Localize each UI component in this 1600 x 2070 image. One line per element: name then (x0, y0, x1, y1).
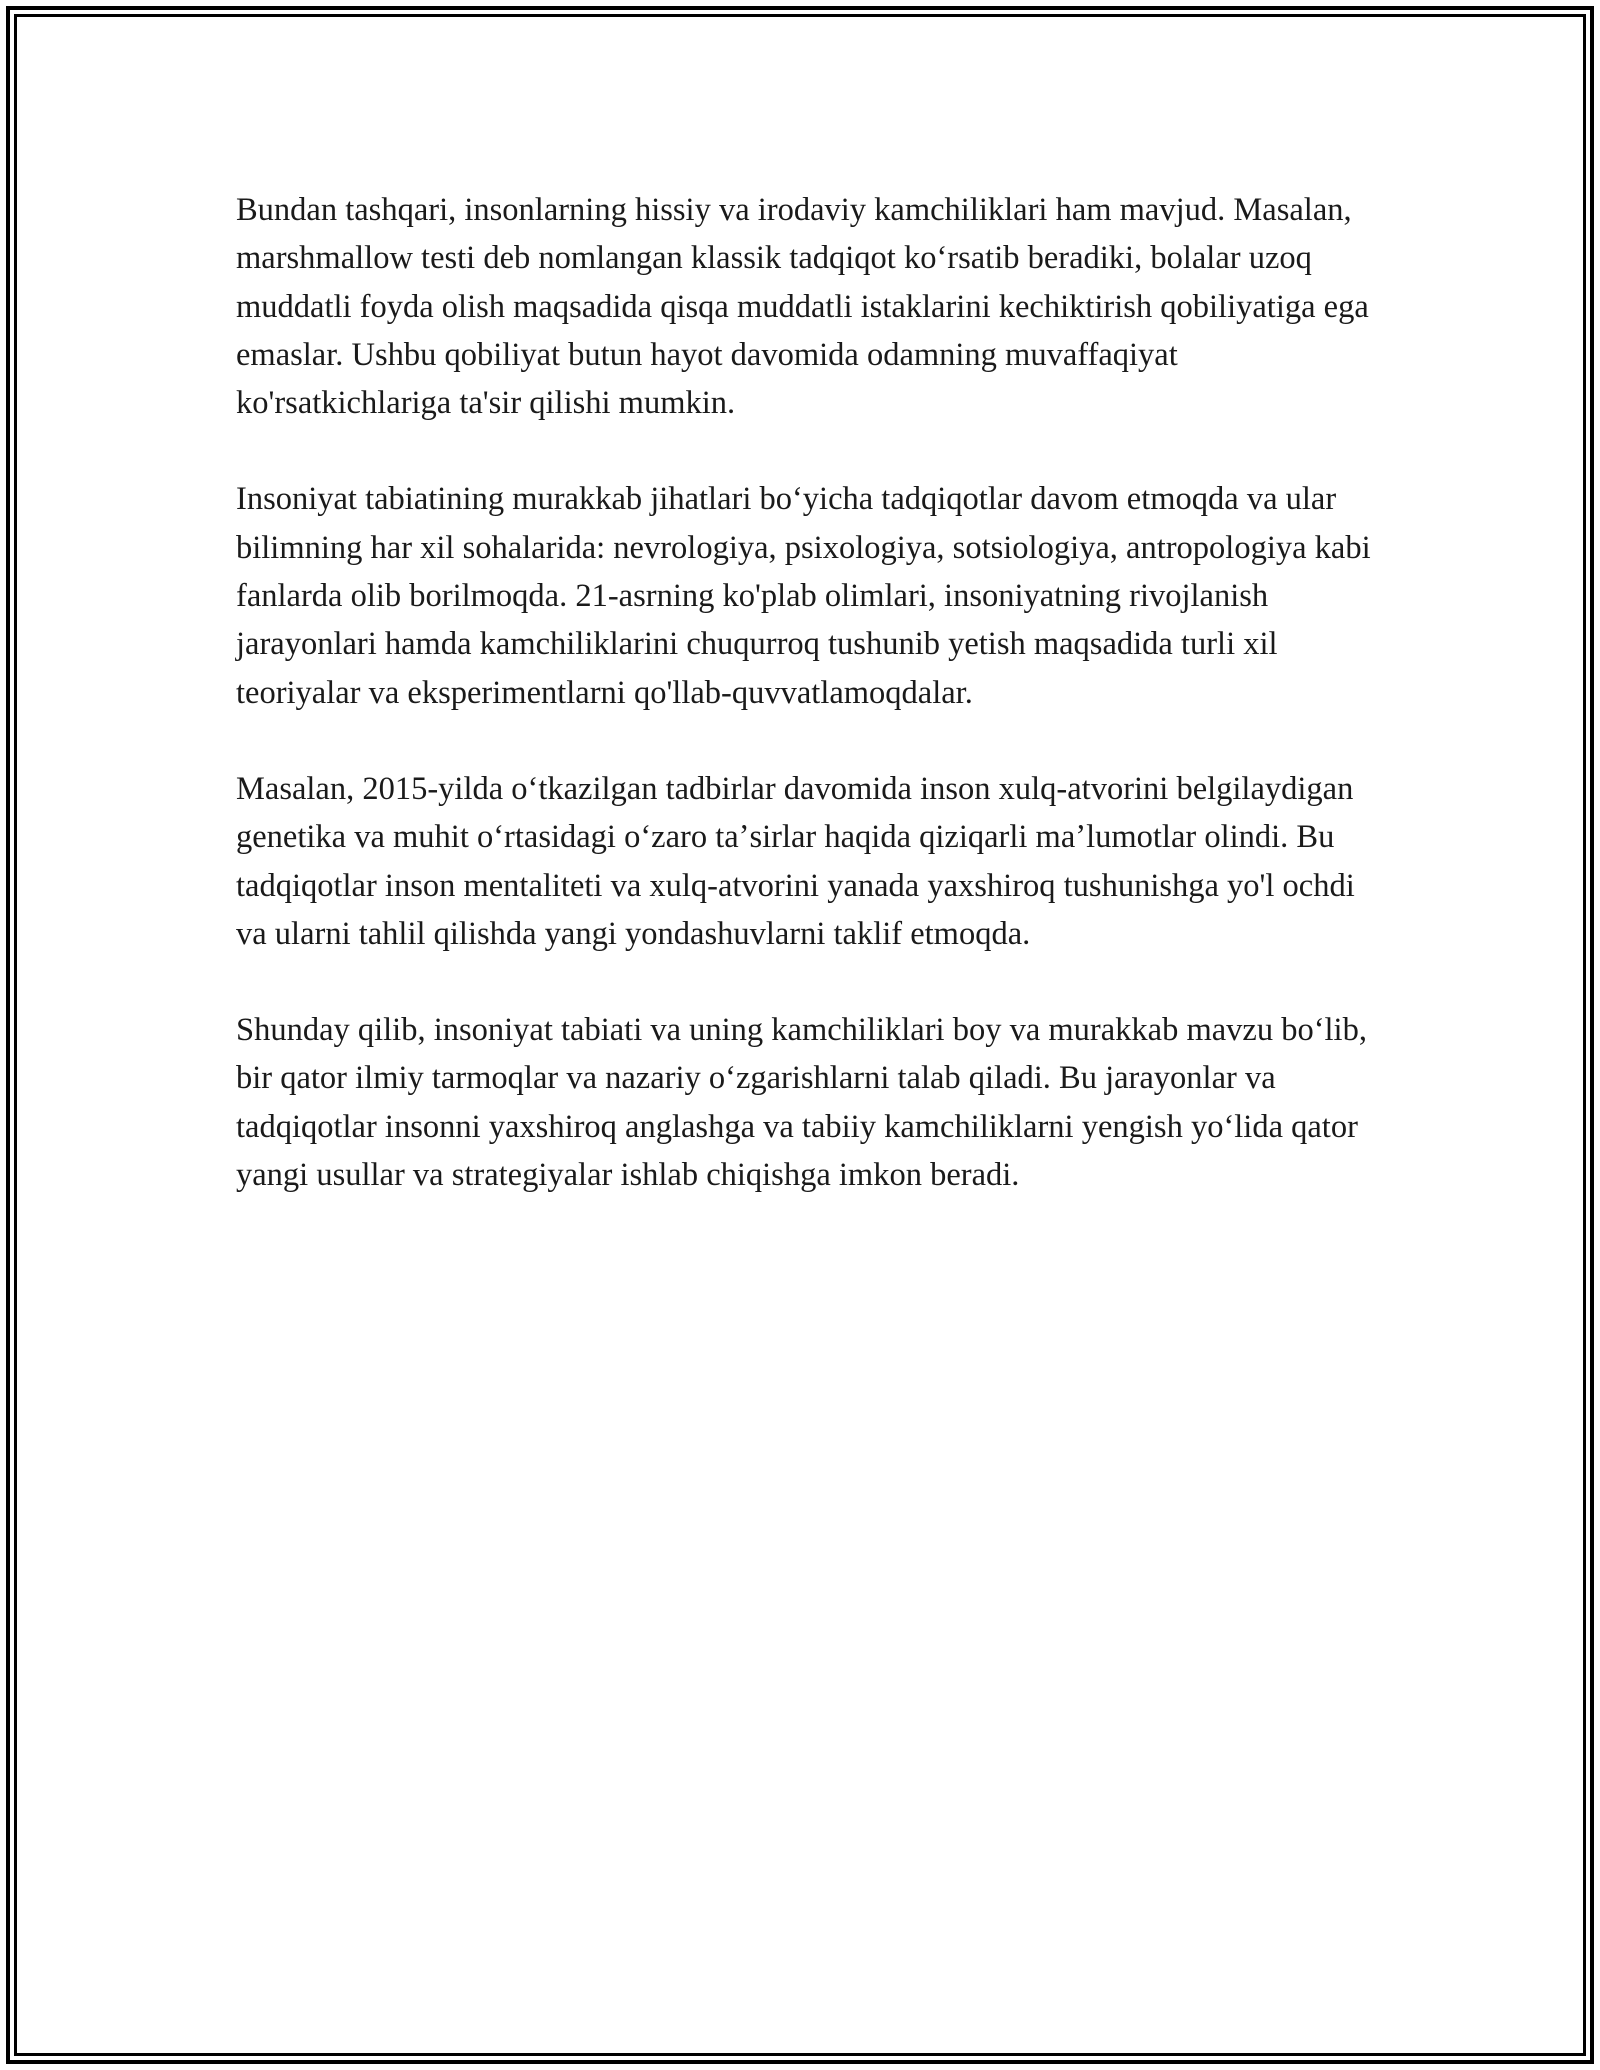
paragraph-1: Bundan tashqari, insonlarning hissiy va irodaviy kamchiliklari ham mavjud. Masalan, marshmallow testi deb nomlangan klassik tadqiqot koʻrsatib beradiki, bolalar uzoq muddatli foyda olish maqsadida qisqa muddatli istaklarini kechiktirish qobiliyatiga ega emaslar. Ushbu qobiliyat butun hayot davomida odamning muvaffaqiyat ko'rsatkichlariga ta'sir qilishi mumkin. (236, 192, 1369, 422)
document-body (236, 186, 1376, 1247)
paragraph-4: Shunday qilib, insoniyat tabiati va uning kamchiliklari boy va murakkab mavzu boʻlib, bir qator ilmiy tarmoqlar va nazariy oʻzgarishlarni talab qiladi. Bu jarayonlar va tadqiqotlar insonni yaxshiroq anglashga va tabiiy kamchiliklarni yengish yoʻlida qator yangi usullar va strategiyalar ishlab chiqishga imkon beradi. (236, 1012, 1367, 1194)
paragraph-2: Insoniyat tabiatining murakkab jihatlari boʻyicha tadqiqotlar davom etmoqda va ular bilimning har xil sohalarida: nevrologiya, psixologiya, sotsiologiya, antropologiya kabi fanlarda olib borilmoqda. 21-asrning ko'plab olimlari, insoniyatning rivojlanish jarayonlari hamda kamchiliklarini chuqurroq tushunib yetish maqsadida turli xil teoriyalar va eksperimentlarni qo'llab-quvvatlamoqdalar. (236, 481, 1371, 711)
paragraph-3: Masalan, 2015-yilda oʻtkazilgan tadbirlar davomida inson xulq-atvorini belgilaydigan genetika va muhit oʻrtasidagi oʻzaro taʼsirlar haqida qiziqarli maʼlumotlar olindi. Bu tadqiqotlar inson mentaliteti va xulq-atvorini yanada yaxshiroq tushunishga yo'l ochdi va ularni tahlil qilishda yangi yondashuvlarni taklif etmoqda. (236, 770, 1355, 952)
